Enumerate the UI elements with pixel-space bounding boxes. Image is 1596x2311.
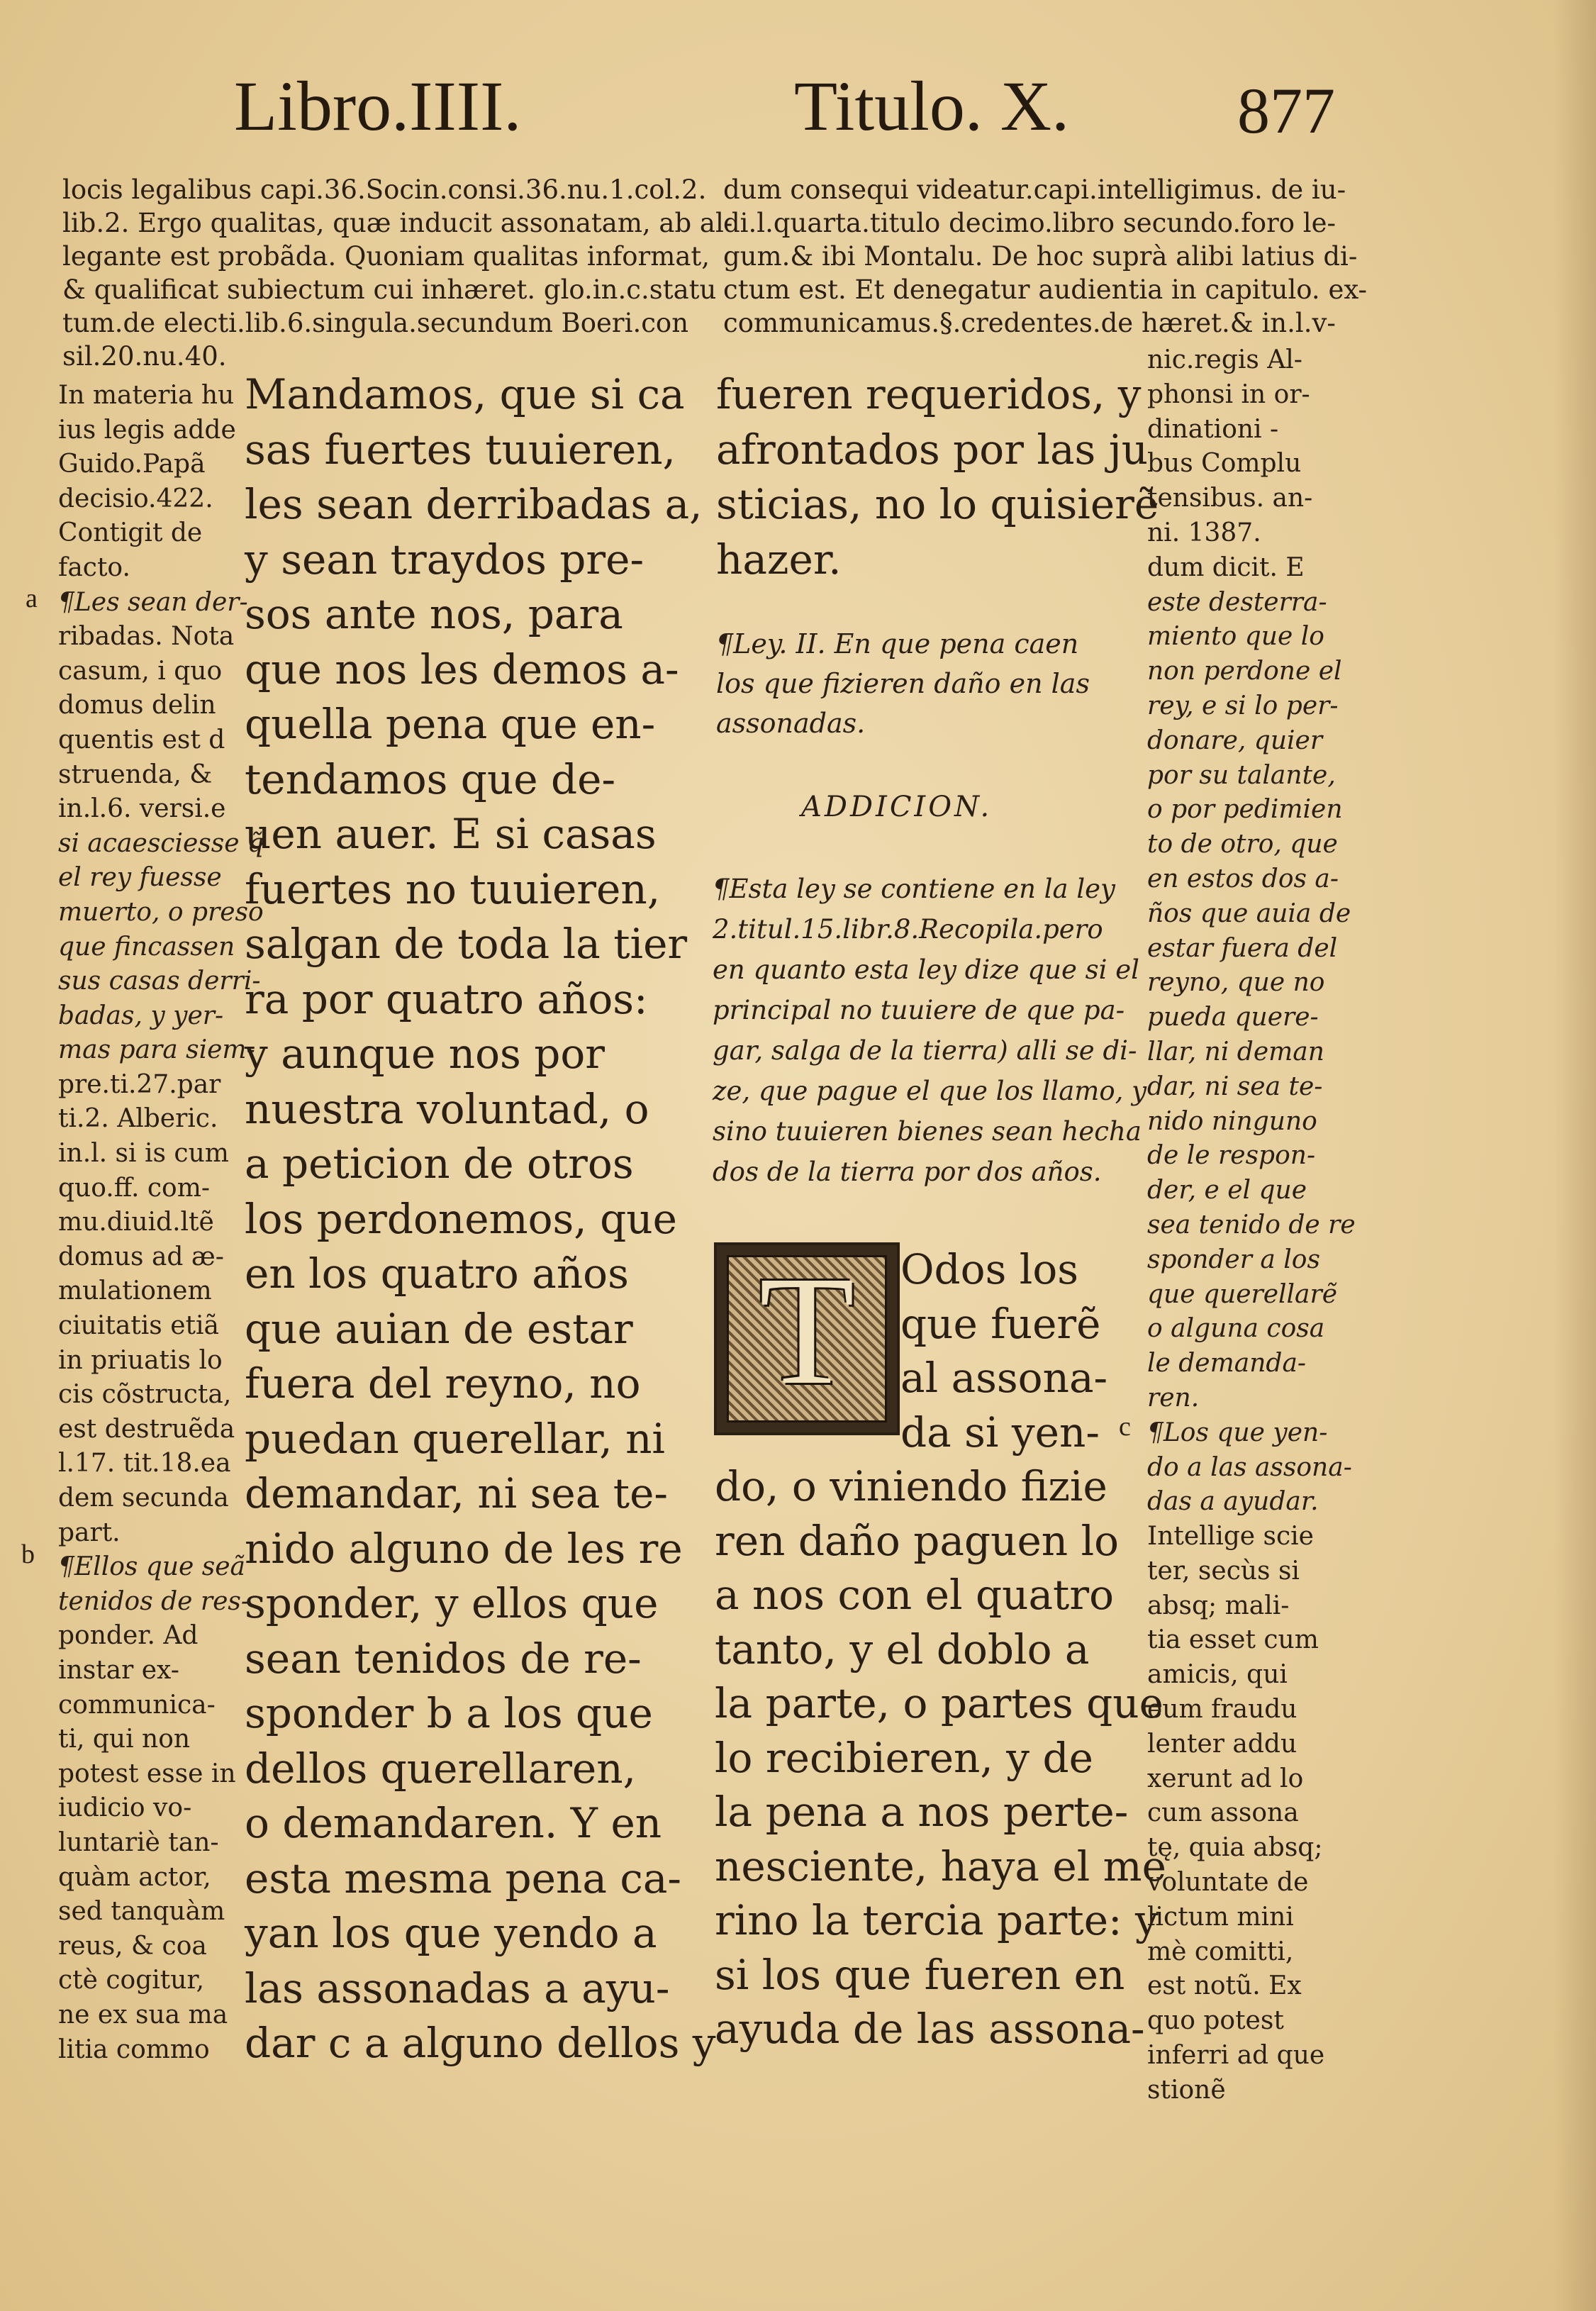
gloss-line: de le respon- bbox=[1147, 1141, 1316, 1171]
gloss-line: ne ex sua ma bbox=[58, 2000, 228, 2029]
gloss-line: tę, quia absq; bbox=[1147, 1833, 1323, 1863]
gloss-line: litia commo bbox=[58, 2034, 210, 2064]
text-line: sponder b a los que bbox=[245, 1689, 653, 1737]
gloss-line: decisio.422. bbox=[58, 484, 213, 513]
text-line: afrontados por las ju bbox=[716, 425, 1149, 474]
gloss-line: ius legis adde bbox=[58, 415, 236, 445]
text-line: gum.& ibi Montalu. De hoc suprà alibi latius di- bbox=[723, 241, 1358, 272]
gloss-line: facto. bbox=[58, 552, 130, 582]
gloss-line: estar fuera del bbox=[1147, 933, 1338, 963]
text-line: las assonadas a ayu- bbox=[245, 1964, 670, 2012]
text-line: esta mesma pena ca- bbox=[245, 1854, 681, 1903]
gloss-line: mu.diuid.ltẽ bbox=[58, 1208, 214, 1237]
gloss-line: sed tanquàm bbox=[58, 1897, 225, 1927]
gloss-line: que fincassen bbox=[58, 932, 235, 962]
text-line: fuera del reyno, no bbox=[245, 1359, 641, 1408]
gloss-line: mulationem bbox=[58, 1276, 212, 1306]
gloss-line: stionẽ bbox=[1147, 2075, 1226, 2105]
page-number: 877 bbox=[1237, 74, 1335, 147]
gloss-line: Intellige scie bbox=[1147, 1522, 1314, 1552]
text-line: locis legalibus capi.36.Socin.consi.36.nu.1.col.2. bbox=[62, 174, 707, 205]
gloss-line: le demanda- bbox=[1147, 1349, 1307, 1379]
gloss-line: voluntate de bbox=[1147, 1868, 1309, 1898]
gloss-line: pueda quere- bbox=[1147, 1003, 1319, 1032]
text-line: yan los que yendo a bbox=[245, 1909, 657, 1957]
text-line: ¶Esta ley se contiene en la ley bbox=[713, 874, 1115, 904]
gloss-line: por su talante, bbox=[1147, 760, 1336, 790]
gloss-line: ti.2. Alberic. bbox=[58, 1104, 218, 1134]
text-line: fuertes no tuuieren, bbox=[245, 864, 661, 913]
gloss-line: ti, qui non bbox=[58, 1725, 191, 1754]
gloss-line: in.l. si is cum bbox=[58, 1139, 229, 1169]
text-line: Mandamos, que si ca bbox=[245, 370, 685, 418]
text-line: sas fuertes tuuieren, bbox=[245, 425, 676, 474]
gloss-line: tensibus. an- bbox=[1147, 484, 1313, 513]
gloss-right-margin bbox=[1147, 343, 1356, 2108]
text-line: dum consequi videatur.capi.intelligimus. de iu- bbox=[723, 174, 1346, 205]
gloss-line: este desterra- bbox=[1147, 587, 1327, 617]
gloss-line: cis cõstructa, bbox=[58, 1380, 232, 1410]
gloss-line: nido ninguno bbox=[1147, 1106, 1317, 1136]
gloss-line: muerto, o preso bbox=[58, 897, 264, 927]
gloss-line: tenidos de res- bbox=[58, 1586, 250, 1616]
gloss-line: inferri ad que bbox=[1147, 2041, 1325, 2071]
gloss-line: miento que lo bbox=[1147, 622, 1324, 652]
text-line: dos de la tierra por dos años. bbox=[713, 1157, 1102, 1187]
text-line: tum.de electi.lib.6.singula.secundum Boeri.con bbox=[62, 308, 689, 338]
note-marker-c: c bbox=[1119, 1412, 1131, 1442]
gloss-line: do a las assona- bbox=[1147, 1452, 1352, 1482]
gloss-left-margin bbox=[58, 379, 264, 2067]
text-line: tendamos que de- bbox=[245, 754, 616, 803]
text-line: communicamus.§.credentes.de hæret.& in.l.v- bbox=[723, 308, 1336, 338]
gloss-line: badas, y yer- bbox=[58, 1001, 224, 1030]
text-line: a nos con el quatro bbox=[715, 1571, 1115, 1619]
gloss-line: dar, ni sea te- bbox=[1147, 1071, 1323, 1101]
text-line: en los quatro años bbox=[245, 1249, 629, 1298]
gloss-line: quo.ff. com- bbox=[58, 1173, 211, 1203]
main-text-right-bottom bbox=[715, 1242, 1167, 2056]
gloss-line: reyno, que no bbox=[1147, 968, 1325, 998]
gloss-line: ribadas. Nota bbox=[58, 622, 235, 652]
text-line: gar, salga de la tierra) alli se di- bbox=[713, 1035, 1137, 1066]
gloss-line: est notũ. Ex bbox=[1147, 1971, 1302, 2001]
gloss-line: dem secunda bbox=[58, 1483, 229, 1513]
text-line: les sean derribadas a, bbox=[245, 480, 703, 528]
main-text-right-top bbox=[716, 367, 1159, 587]
gloss-line: ¶Les sean der- bbox=[58, 587, 248, 617]
text-line: si los que fueren en bbox=[715, 1950, 1125, 1999]
note-marker-b: b bbox=[21, 1539, 35, 1569]
text-line: uen auer. E si casas bbox=[245, 810, 657, 858]
text-line: assonadas. bbox=[716, 708, 866, 739]
gloss-line: ¶Los que yen- bbox=[1147, 1418, 1328, 1447]
gloss-line: das a ayudar. bbox=[1147, 1487, 1319, 1517]
text-line: sponder, y ellos que bbox=[245, 1579, 659, 1627]
note-marker-a: a bbox=[26, 584, 38, 613]
addicion-title: ADDICION. bbox=[801, 791, 993, 823]
gloss-line: instar ex- bbox=[58, 1655, 179, 1685]
text-line: la pena a nos perte- bbox=[715, 1788, 1129, 1836]
initial-letter: T bbox=[759, 1244, 855, 1417]
gloss-line: ctè cogitur, bbox=[58, 1966, 205, 1995]
gloss-line: reus, & coa bbox=[58, 1931, 207, 1961]
gloss-line: quo potest bbox=[1147, 2006, 1284, 2036]
text-line: hazer. bbox=[716, 535, 842, 584]
gloss-line: dinationi - bbox=[1147, 414, 1279, 444]
gloss-line: quentis est d bbox=[58, 725, 225, 754]
gloss-line: mas para siem- bbox=[58, 1035, 255, 1065]
text-line: Odos los bbox=[900, 1245, 1079, 1293]
gloss-line: l.17. tit.18.ea bbox=[58, 1449, 231, 1479]
text-line: sil.20.nu.40. bbox=[62, 341, 227, 372]
text-line: dellos querellaren, bbox=[245, 1744, 637, 1793]
gloss-line: bus Complu bbox=[1147, 449, 1302, 479]
text-line: sino tuuieren bienes sean hecha bbox=[713, 1116, 1142, 1147]
text-line: ren daño paguen lo bbox=[715, 1516, 1120, 1565]
running-head-title: Titulo. X. bbox=[794, 67, 1070, 145]
gloss-line: der, e el que bbox=[1147, 1176, 1307, 1205]
text-line: lo recibieren, y de bbox=[715, 1733, 1093, 1782]
text-line: sean tenidos de re- bbox=[245, 1634, 642, 1683]
text-line: demandar, ni sea te- bbox=[245, 1469, 668, 1518]
gloss-line: ni. 1387. bbox=[1147, 518, 1261, 547]
gloss-line: o por pedimien bbox=[1147, 795, 1343, 825]
text-line: salgan de toda la tier bbox=[245, 920, 688, 968]
gloss-line: communica- bbox=[58, 1690, 216, 1720]
text-line: tanto, y el doblo a bbox=[715, 1625, 1090, 1674]
text-line: ze, que pague el que los llamo, y bbox=[713, 1076, 1147, 1106]
text-line: ra por quatro años: bbox=[245, 974, 648, 1023]
text-line: lib.2. Ergo qualitas, quæ inducit assonatam, ab al- bbox=[62, 208, 733, 238]
gloss-line: dum dicit. E bbox=[1147, 552, 1305, 582]
text-line: quella pena que en- bbox=[245, 700, 656, 748]
gloss-line: Guido.Papã bbox=[58, 450, 206, 479]
page-edge-shadow bbox=[1553, 0, 1596, 2311]
gloss-line: eum fraudu bbox=[1147, 1695, 1298, 1725]
gloss-line: ños que auia de bbox=[1147, 898, 1351, 928]
gloss-line: in priuatis lo bbox=[58, 1345, 223, 1375]
text-line: sticias, no lo quisierẽ bbox=[716, 480, 1159, 528]
gloss-line: non perdone el bbox=[1147, 657, 1342, 686]
text-line: que auian de estar bbox=[245, 1304, 633, 1353]
text-line: di.l.quarta.titulo decimo.libro secundo.foro le- bbox=[723, 208, 1336, 238]
text-line: da si yen- bbox=[900, 1408, 1100, 1457]
gloss-line: que querellarẽ bbox=[1147, 1279, 1338, 1309]
law-heading bbox=[716, 624, 1134, 743]
gloss-line: cum assona bbox=[1147, 1798, 1299, 1828]
gloss-line: mè comitti, bbox=[1147, 1937, 1294, 1966]
text-line: nido alguno de les re bbox=[245, 1524, 683, 1573]
text-line: nuestra voluntad, o bbox=[245, 1084, 649, 1133]
gloss-line: sea tenido de re bbox=[1147, 1210, 1356, 1240]
gloss-line: domus delin bbox=[58, 691, 216, 720]
gloss-line: iudicio vo- bbox=[58, 1793, 192, 1823]
gloss-line: ren. bbox=[1147, 1383, 1200, 1413]
addicion-text bbox=[713, 869, 1147, 1192]
gloss-line: absq; mali- bbox=[1147, 1591, 1290, 1620]
gloss-line: to de otro, que bbox=[1147, 830, 1338, 859]
gloss-line: el rey fuesse bbox=[58, 863, 222, 893]
main-text-left bbox=[245, 367, 716, 2071]
text-line: en quanto esta ley dize que si el bbox=[713, 954, 1139, 985]
gloss-line: part. bbox=[58, 1518, 121, 1547]
text-line: a peticion de otros bbox=[245, 1140, 634, 1188]
gloss-top-right bbox=[723, 173, 1368, 340]
text-line: rino la tercia parte: y bbox=[715, 1896, 1159, 1944]
gloss-line: donare, quier bbox=[1147, 725, 1323, 755]
text-line: y aunque nos por bbox=[245, 1030, 605, 1078]
gloss-line: quàm actor, bbox=[58, 1862, 211, 1892]
text-line: fueren requeridos, y bbox=[716, 370, 1142, 418]
gloss-line: o alguna cosa bbox=[1147, 1314, 1325, 1344]
text-line: do, o viniendo fizie bbox=[715, 1462, 1107, 1510]
gloss-top-left bbox=[62, 173, 733, 373]
text-line: los que fizieren daño en las bbox=[716, 668, 1090, 699]
text-line: dar c a alguno dellos y bbox=[245, 2019, 716, 2067]
gloss-line: si acaesciesse q̃ bbox=[58, 828, 264, 858]
gloss-line: pre.ti.27.par bbox=[58, 1069, 221, 1099]
gloss-line: casum, i quo bbox=[58, 656, 223, 686]
gloss-line: lictum mini bbox=[1147, 1902, 1294, 1932]
gloss-line: llar, ni deman bbox=[1147, 1037, 1324, 1067]
gloss-line: in.l.6. versi.e bbox=[58, 794, 226, 824]
text-line: 2.titul.15.libr.8.Recopila.pero bbox=[713, 914, 1103, 945]
gloss-line: sus casas derri- bbox=[58, 967, 261, 996]
gloss-line: nic.regis Al- bbox=[1147, 345, 1302, 374]
gloss-line: rey, e si lo per- bbox=[1147, 691, 1339, 720]
text-line: la parte, o partes que bbox=[715, 1679, 1163, 1727]
text-line: ayuda de las assona- bbox=[715, 2005, 1145, 2053]
gloss-line: lenter addu bbox=[1147, 1729, 1298, 1759]
gloss-line: est destruẽda bbox=[58, 1414, 235, 1444]
gloss-line: ter, secùs si bbox=[1147, 1556, 1300, 1586]
text-line: los perdonemos, que bbox=[245, 1194, 677, 1243]
text-line: ctum est. Et denegatur audientia in capitulo. ex- bbox=[723, 274, 1368, 305]
gloss-line: xerunt ad lo bbox=[1147, 1764, 1304, 1793]
text-line: que nos les demos a- bbox=[245, 645, 679, 694]
gloss-line: domus ad æ- bbox=[58, 1242, 224, 1271]
gloss-line: ciuitatis etiã bbox=[58, 1311, 219, 1341]
gloss-line: sponder a los bbox=[1147, 1244, 1320, 1274]
gloss-line: en estos dos a- bbox=[1147, 864, 1339, 893]
gloss-line: Contigit de bbox=[58, 518, 203, 548]
text-line: legante est probãda. Quoniam qualitas informat, bbox=[62, 241, 710, 272]
text-line: principal no tuuiere de que pa- bbox=[713, 995, 1125, 1025]
gloss-line: potest esse in bbox=[58, 1759, 236, 1788]
text-line: puedan querellar, ni bbox=[245, 1414, 665, 1463]
gloss-line: ponder. Ad bbox=[58, 1621, 199, 1651]
text-line: ¶Ley. II. En que pena caen bbox=[716, 628, 1079, 659]
text-line: & qualificat subiectum cui inhæret. glo.in.c.statu bbox=[62, 274, 717, 305]
gloss-line: struenda, & bbox=[58, 759, 213, 789]
text-line: o demandaren. Y en bbox=[245, 1799, 662, 1847]
running-head-book: Libro.IIII. bbox=[234, 67, 522, 145]
text-line: nesciente, haya el me bbox=[715, 1842, 1167, 1890]
text-line: y sean traydos pre- bbox=[245, 535, 644, 584]
gloss-line: In materia hu bbox=[58, 381, 235, 410]
text-line: que fuerẽ bbox=[900, 1299, 1101, 1348]
gloss-line: amicis, qui bbox=[1147, 1660, 1288, 1690]
gloss-line: ¶Ellos que seã bbox=[58, 1552, 246, 1582]
gloss-line: luntariè tan- bbox=[58, 1827, 219, 1857]
gloss-line: tia esset cum bbox=[1147, 1625, 1319, 1655]
gloss-line: phonsi in or- bbox=[1147, 379, 1310, 409]
text-line: al assona- bbox=[900, 1354, 1108, 1402]
text-line: sos ante nos, para bbox=[245, 590, 623, 638]
